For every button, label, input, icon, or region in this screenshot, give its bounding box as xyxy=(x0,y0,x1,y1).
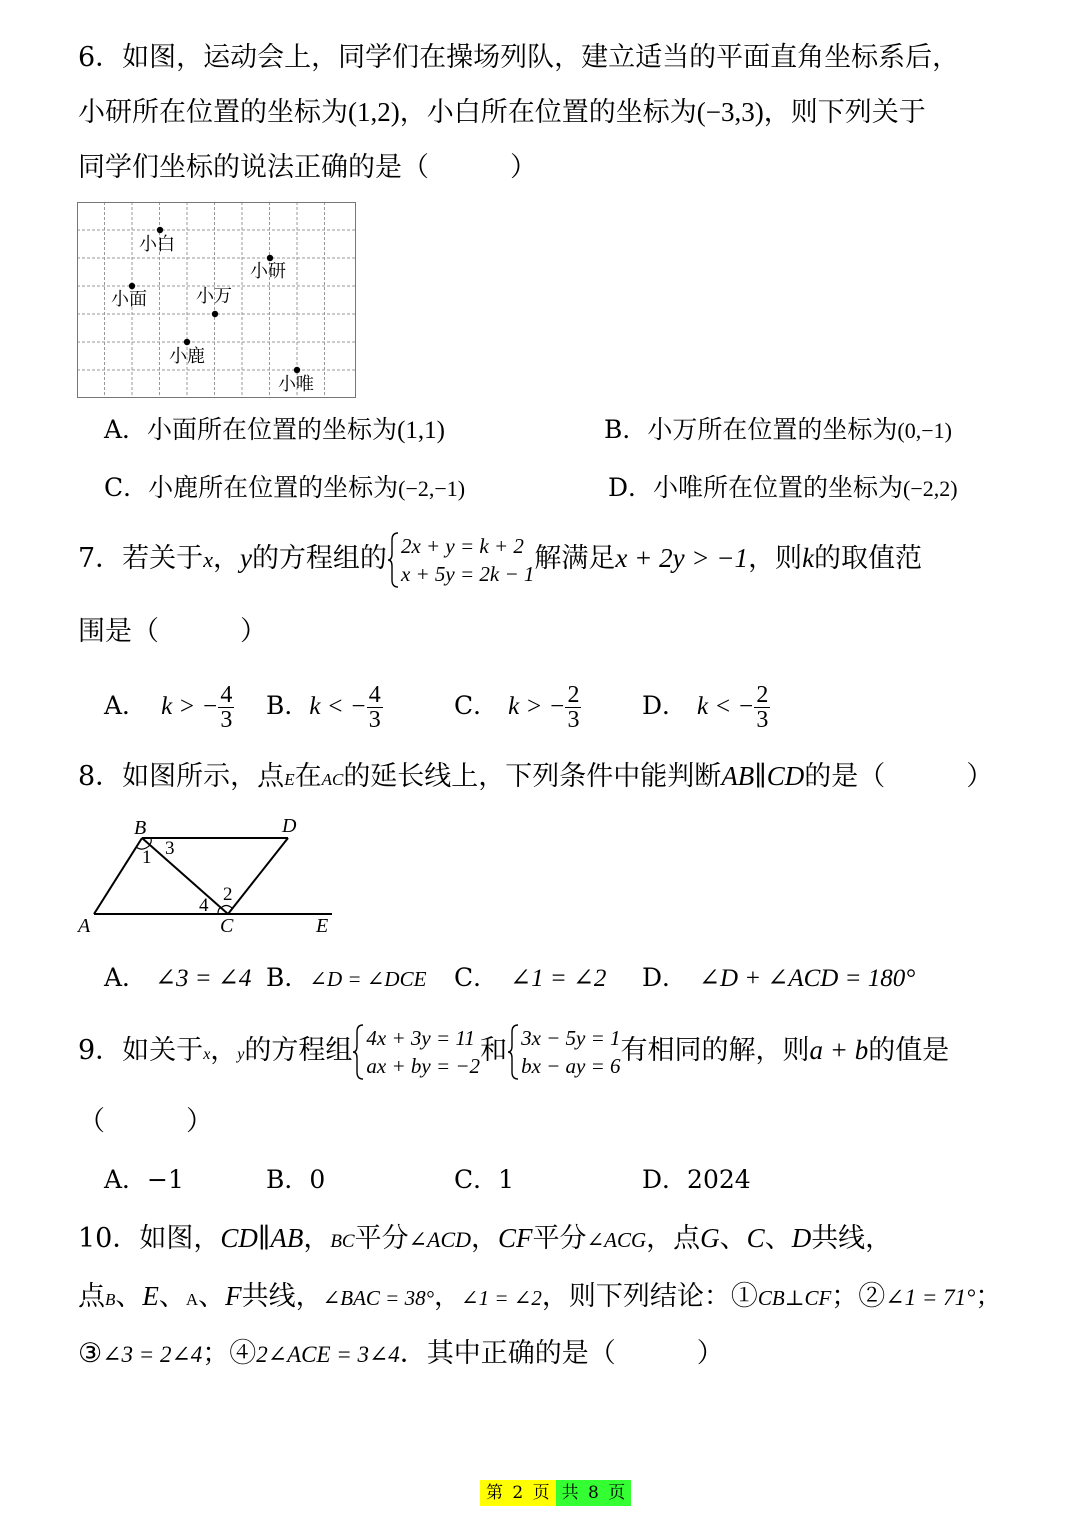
q6-option-c[interactable] xyxy=(104,470,465,507)
q10-text: 平分 xyxy=(354,1223,409,1254)
label-a: A xyxy=(78,915,91,937)
q8-text: 的延长线上，下列条件中能判断 xyxy=(343,761,722,792)
q6-coord-bai: (−3,3) xyxy=(696,97,764,127)
label-e: E xyxy=(316,915,329,937)
label-c: C xyxy=(220,915,234,937)
q10-math: ∠BAC = 38° xyxy=(322,1286,434,1310)
q10-math: ∠1 = ∠2 xyxy=(461,1286,542,1310)
q9-equation-system-2 xyxy=(507,1024,620,1080)
q10-text: ；② xyxy=(831,1281,886,1312)
q10-text: 、 xyxy=(115,1281,143,1312)
q7-var-y: y xyxy=(239,543,252,573)
footer-text: 共 xyxy=(561,1483,579,1503)
footer-page-number: 2 xyxy=(512,1483,524,1503)
option-math: ∠3 = ∠4 xyxy=(155,965,252,992)
option-letter: D． xyxy=(642,691,688,720)
q6-position-grid xyxy=(77,202,357,398)
q10-line1 xyxy=(78,1220,892,1260)
option-letter: C． xyxy=(454,691,499,720)
label-lu: 小鹿 xyxy=(169,346,205,367)
q8-option-c[interactable] xyxy=(454,960,606,997)
q6-text: ，小白所在位置的坐标为 xyxy=(399,97,697,128)
q9-option-a[interactable]: A．−1 xyxy=(104,1165,184,1194)
q7-option-c[interactable] xyxy=(454,676,581,737)
q10-text: ③ xyxy=(78,1338,103,1369)
q7-text: ， xyxy=(212,543,240,574)
q7-var-k: k xyxy=(802,543,815,573)
q10-text: 点 xyxy=(78,1281,105,1312)
option-fraction: $\frac{2}{3}$ xyxy=(567,682,580,733)
q8-text: 8．如图所示，点 xyxy=(78,761,285,792)
point-wan xyxy=(212,311,218,317)
label-d: D xyxy=(282,815,297,837)
option-ineq: k > − xyxy=(161,693,219,720)
q9-var-x: x xyxy=(203,1046,211,1063)
q9-text: 的值是 xyxy=(868,1035,950,1066)
q10-text: ，点 xyxy=(646,1223,701,1254)
q10-line2 xyxy=(78,1278,1002,1318)
q10-text: 、 xyxy=(764,1223,792,1254)
option-ineq: k < − xyxy=(309,693,367,720)
q9-text: 的方程组 xyxy=(244,1035,353,1066)
label-wei: 小唯 xyxy=(278,374,314,395)
q10-text: ， xyxy=(471,1223,499,1254)
q8-option-a[interactable] xyxy=(104,960,251,997)
q9-s1-eq2: ax + by = −2 xyxy=(366,1053,481,1078)
q10-math: D xyxy=(791,1223,812,1253)
option-math: ∠D = ∠DCE xyxy=(309,967,427,991)
q10-math: ∠3 = 2∠4 xyxy=(102,1342,203,1367)
option-coord: (1,1) xyxy=(397,417,445,444)
q8-segment-ac: AC xyxy=(321,770,344,789)
angle-4: 4 xyxy=(199,895,209,916)
option-fraction: $\frac{4}{3}$ xyxy=(220,682,233,733)
q9-s2-eq1: 3x − 5y = 1 xyxy=(521,1025,621,1050)
q10-text: ， xyxy=(434,1281,461,1312)
footer-total-number: 8 xyxy=(588,1483,599,1503)
q10-text: 、 xyxy=(158,1281,186,1312)
point-lu xyxy=(184,339,190,345)
q6-line2 xyxy=(78,94,926,131)
q10-math: F xyxy=(225,1281,242,1311)
q10-text: 平分 xyxy=(532,1223,587,1254)
q10-math: BC xyxy=(330,1231,355,1252)
q6-line3: 同学们坐标的说法正确的是（ ） xyxy=(78,152,537,183)
q7-var-x: x xyxy=(203,547,213,572)
option-fraction: $\frac{4}{3}$ xyxy=(368,682,381,733)
option-letter: A． xyxy=(104,691,148,720)
option-ineq: k > − xyxy=(508,693,566,720)
option-coord: (−2,−1) xyxy=(398,476,466,501)
angle-2: 2 xyxy=(223,884,233,905)
q10-math: ∠ACD xyxy=(408,1227,472,1252)
q7-line1 xyxy=(78,528,922,590)
q10-line3 xyxy=(78,1336,724,1373)
q10-text: ， xyxy=(303,1223,331,1254)
q9-option-d[interactable]: D．2024 xyxy=(642,1165,751,1194)
angle-1: 1 xyxy=(142,847,152,868)
option-ineq: k < − xyxy=(697,693,755,720)
q9-line2: （ ） xyxy=(78,1106,213,1137)
q6-text: 小研所在位置的坐标为 xyxy=(78,97,348,128)
q6-coord-yan: (1,2) xyxy=(348,97,400,127)
q8-option-d[interactable] xyxy=(642,960,915,997)
q9-equation-system-1 xyxy=(352,1024,480,1080)
q7-text: ，则 xyxy=(748,543,803,574)
q10-math: C xyxy=(746,1223,765,1253)
footer-text: 第 xyxy=(486,1483,503,1503)
q10-math: ∠1 = 71° xyxy=(885,1285,976,1310)
footer-current-page xyxy=(480,1480,556,1506)
q9-text: ， xyxy=(210,1035,238,1066)
q7-text: 解满足 xyxy=(534,543,616,574)
point-bai xyxy=(157,227,163,233)
label-wan: 小万 xyxy=(196,286,232,307)
q10-text: ； xyxy=(975,1281,1003,1312)
q10-math: B xyxy=(105,1290,116,1309)
q9-text: 和 xyxy=(480,1035,508,1066)
q7-option-d[interactable] xyxy=(642,676,770,737)
q9-s1-eq1: 4x + 3y = 11 xyxy=(366,1025,475,1050)
q7-equation-system xyxy=(387,532,534,588)
q7-eq2: x + 5y = 2k − 1 xyxy=(400,561,535,586)
q9-option-c[interactable]: C．1 xyxy=(454,1165,515,1194)
footer-text: 页 xyxy=(608,1483,626,1503)
q9-option-b[interactable]: B．0 xyxy=(266,1165,326,1194)
q8-text: 的是（ ） xyxy=(804,761,994,792)
q8-option-b[interactable] xyxy=(266,960,426,997)
option-letter: D． xyxy=(642,963,688,992)
q10-math: CD∥AB xyxy=(220,1223,304,1253)
page-footer xyxy=(480,1480,631,1506)
option-letter: B． xyxy=(266,963,310,992)
q9-text: 有相同的解，则 xyxy=(620,1035,810,1066)
q10-math: A xyxy=(185,1290,199,1309)
q10-math: ∠ACG xyxy=(586,1228,647,1252)
q10-math: G xyxy=(700,1223,720,1253)
q7-line2: 围是（ ） xyxy=(78,616,267,647)
q8-parallel: AB∥CD xyxy=(721,761,805,791)
option-coord: (−2,2) xyxy=(903,476,958,501)
q10-math: 2∠ACE = 3∠4 xyxy=(256,1342,400,1367)
option-letter: B． xyxy=(266,691,310,720)
q10-text: ．其中正确的是（ ） xyxy=(399,1338,724,1369)
label-bai: 小白 xyxy=(139,234,175,255)
q9-text: 9．如关于 xyxy=(78,1035,204,1066)
q10-text: 、 xyxy=(719,1223,747,1254)
q10-text: 共线， xyxy=(811,1223,893,1254)
q9-var-y: y xyxy=(237,1046,245,1063)
q10-text: 、 xyxy=(198,1281,226,1312)
q7-text: 的方程组的 xyxy=(251,543,387,574)
option-text: D．小唯所在位置的坐标为 xyxy=(608,473,904,502)
q6-option-b[interactable] xyxy=(604,412,952,449)
option-letter: C． xyxy=(454,963,499,992)
option-math: ∠D + ∠ACD = 180° xyxy=(699,965,916,992)
option-text: C．小鹿所在位置的坐标为 xyxy=(104,473,399,502)
q7-option-a[interactable] xyxy=(104,676,234,737)
q8-point-e: E xyxy=(284,770,295,789)
q6-option-d[interactable] xyxy=(608,470,958,507)
q7-condition: x + 2y > −1 xyxy=(615,543,749,573)
option-text: A．小面所在位置的坐标为 xyxy=(104,415,398,444)
q10-text: ，则下列结论：① xyxy=(541,1281,758,1312)
option-letter: A． xyxy=(104,963,148,992)
q6-option-a[interactable] xyxy=(104,412,445,449)
q8-line1 xyxy=(78,758,993,798)
label-mian: 小面 xyxy=(111,289,147,310)
option-math: ∠1 = ∠2 xyxy=(510,965,607,992)
q10-text: ；④ xyxy=(202,1338,257,1369)
label-b: B xyxy=(134,817,147,839)
q7-text: 的取值范 xyxy=(814,543,923,574)
angle-3: 3 xyxy=(165,838,175,859)
footer-text: 页 xyxy=(532,1483,550,1503)
point-wei xyxy=(294,367,300,373)
q9-s2-eq2: bx − ay = 6 xyxy=(521,1053,621,1078)
footer-total-pages xyxy=(556,1480,632,1506)
q7-text: 7．若关于 xyxy=(78,543,204,574)
q10-math: CB⊥CF xyxy=(757,1286,832,1310)
q8-text: 在 xyxy=(294,761,322,792)
q8-geometry-figure xyxy=(70,810,350,940)
q7-eq1: 2x + y = k + 2 xyxy=(400,533,524,558)
q9-expression: a + b xyxy=(809,1035,869,1065)
option-text: B．小万所在位置的坐标为 xyxy=(604,415,898,444)
label-yan: 小研 xyxy=(250,261,286,282)
q10-math: CF xyxy=(498,1223,533,1253)
q10-text: 10．如图， xyxy=(78,1223,221,1254)
q10-math: E xyxy=(142,1281,159,1311)
option-coord: (0,−1) xyxy=(897,418,952,443)
option-fraction: $\frac{2}{3}$ xyxy=(756,682,769,733)
q10-text: 共线， xyxy=(241,1281,323,1312)
q9-line1 xyxy=(78,1018,949,1087)
q7-option-b[interactable] xyxy=(266,676,383,737)
q6-text: ，则下列关于 xyxy=(763,97,926,128)
q6-line1: 6．如图，运动会上，同学们在操场列队，建立适当的平面直角坐标系后， xyxy=(78,42,960,73)
